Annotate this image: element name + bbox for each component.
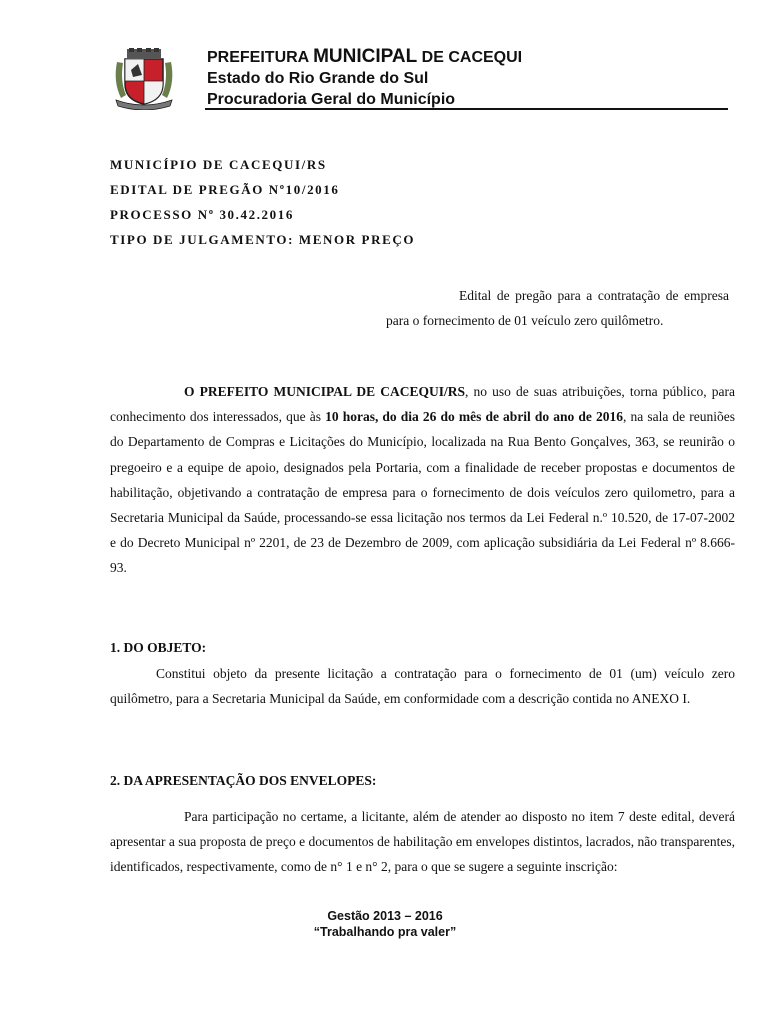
footer-slogan: “Trabalhando pra valer”: [313, 925, 457, 939]
coat-of-arms-icon: [113, 48, 175, 110]
footer-term: Gestão 2013 – 2016: [327, 909, 443, 923]
heading-municipio: MUNICÍPIO DE CACEQUI/RS: [110, 157, 327, 172]
section-1-title: 1. DO OBJETO:: [110, 640, 207, 655]
heading-edital: EDITAL DE PREGÃO Nº10/2016: [110, 182, 340, 197]
summary-ementa: Edital de pregão para a contratação de empresa para o fornecimento de 01 veículo zero quilômetro.: [386, 288, 729, 328]
letterhead-office: Procuradoria Geral do Município: [207, 91, 456, 108]
letterhead-state: Estado do Rio Grande do Sul: [207, 70, 429, 87]
preamble-paragraph: O PREFEITO MUNICIPAL DE CACEQUI/RS, no uso de suas atribuições, torna público, para conhecimento dos interessados, que às 10 horas, do dia 26 do mês de abril do ano de 2016, na sala de reuniões do Departamento de Compras e Licitações do Município, localizada na Rua Bento Gonçalves, 363, se reunirão o pregoeiro e a equipe de apoio, designados pela Portaria, com a finalidade de receber propostas e documentos de habilitação, objetivando a contratação de empresa para o fornecimento de dois veículos zero quilometro, para a Secretaria Municipal da Saúde, processando-se essa licitação nos termos da Lei Federal n.º 10.520, de 17-07-2002 e do Decreto Municipal nº 2201, de 23 de Dezembro de 2009, com aplicação subsidiária da Lei Federal nº 8.666-93.: [110, 384, 735, 576]
letterhead-divider: [205, 108, 728, 110]
heading-processo: PROCESSO Nº 30.42.2016: [110, 207, 294, 222]
heading-tipo: TIPO DE JULGAMENTO: MENOR PREÇO: [110, 232, 416, 247]
section-1-text: Constitui objeto da presente licitação a contratação para o fornecimento de 01 (um) veículo zero quilômetro, para a Secretaria Municipal da Saúde, em conformidade com a descrição contida no ANEXO I.: [110, 666, 735, 707]
section-2-text: Para participação no certame, a licitante, além de atender ao disposto no item 7 deste edital, deverá apresentar a sua proposta de preço e documentos de habilitação em envelopes distintos, lacrados, não transparentes, identificados, respectivamente, como de n° 1 e n° 2, para o que se sugere a seguinte inscrição:: [110, 809, 735, 875]
letterhead: [207, 47, 522, 110]
section-2-title: 2. DA APRESENTAÇÃO DOS ENVELOPES:: [110, 773, 377, 788]
letterhead-title: PREFEITURA MUNICIPAL DE CACEQUI: [207, 46, 523, 67]
